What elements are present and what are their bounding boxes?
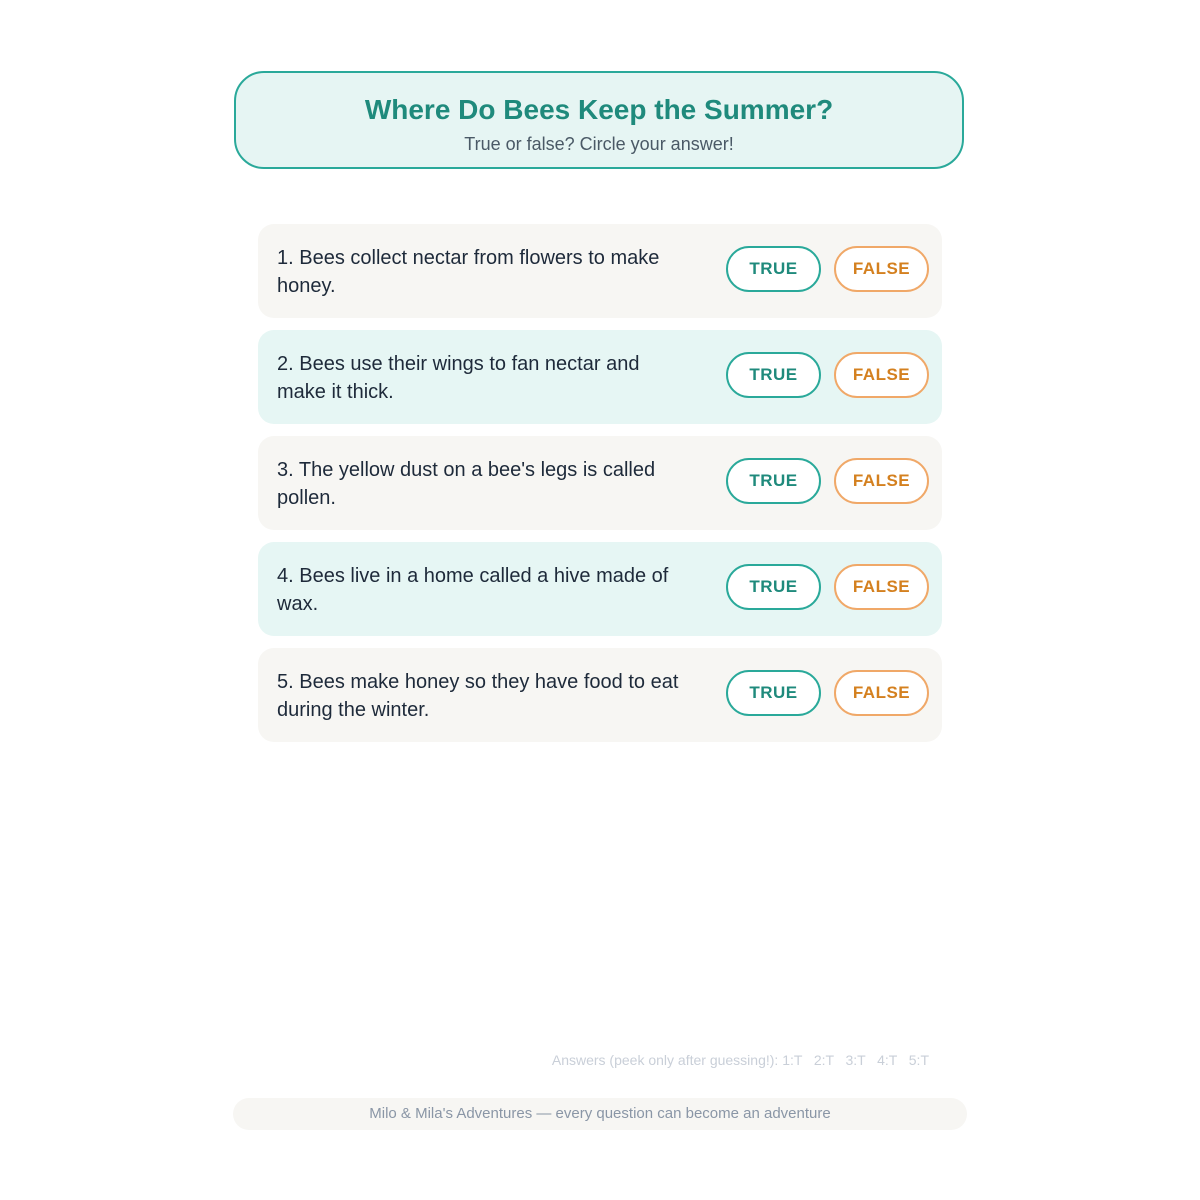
page-subtitle: True or false? Circle your answer! <box>464 134 734 154</box>
false-button[interactable]: FALSE <box>834 670 929 716</box>
question-card-1 <box>258 224 942 318</box>
true-button[interactable]: TRUE <box>726 352 821 398</box>
false-button[interactable]: FALSE <box>834 246 929 292</box>
false-button[interactable]: FALSE <box>834 564 929 610</box>
question-text: 1. Bees collect nectar from flowers to make honey. <box>277 247 660 297</box>
question-card-2 <box>258 330 942 424</box>
false-button[interactable]: FALSE <box>834 352 929 398</box>
question-text: 3. The yellow dust on a bee's legs is called pollen. <box>277 459 656 509</box>
question-card-4 <box>258 542 942 636</box>
true-button[interactable]: TRUE <box>726 564 821 610</box>
true-button[interactable]: TRUE <box>726 246 821 292</box>
false-button[interactable]: FALSE <box>834 458 929 504</box>
question-card-3 <box>258 436 942 530</box>
title-banner <box>234 71 964 169</box>
question-text: 2. Bees use their wings to fan nectar and make it thick. <box>277 353 640 403</box>
question-card-5 <box>258 648 942 742</box>
true-button[interactable]: TRUE <box>726 670 821 716</box>
question-list <box>258 224 942 754</box>
true-button[interactable]: TRUE <box>726 458 821 504</box>
answer-key: Answers (peek only after guessing!): 1:T 2:T 3:T 4:T 5:T <box>551 1052 929 1068</box>
page-title: Where Do Bees Keep the Summer? <box>364 94 834 125</box>
question-text: 4. Bees live in a home called a hive made of wax. <box>277 565 669 615</box>
question-text: 5. Bees make honey so they have food to eat during the winter. <box>277 671 679 721</box>
footer-banner: Milo & Mila's Adventures — every question can become an adventure <box>233 1098 967 1130</box>
